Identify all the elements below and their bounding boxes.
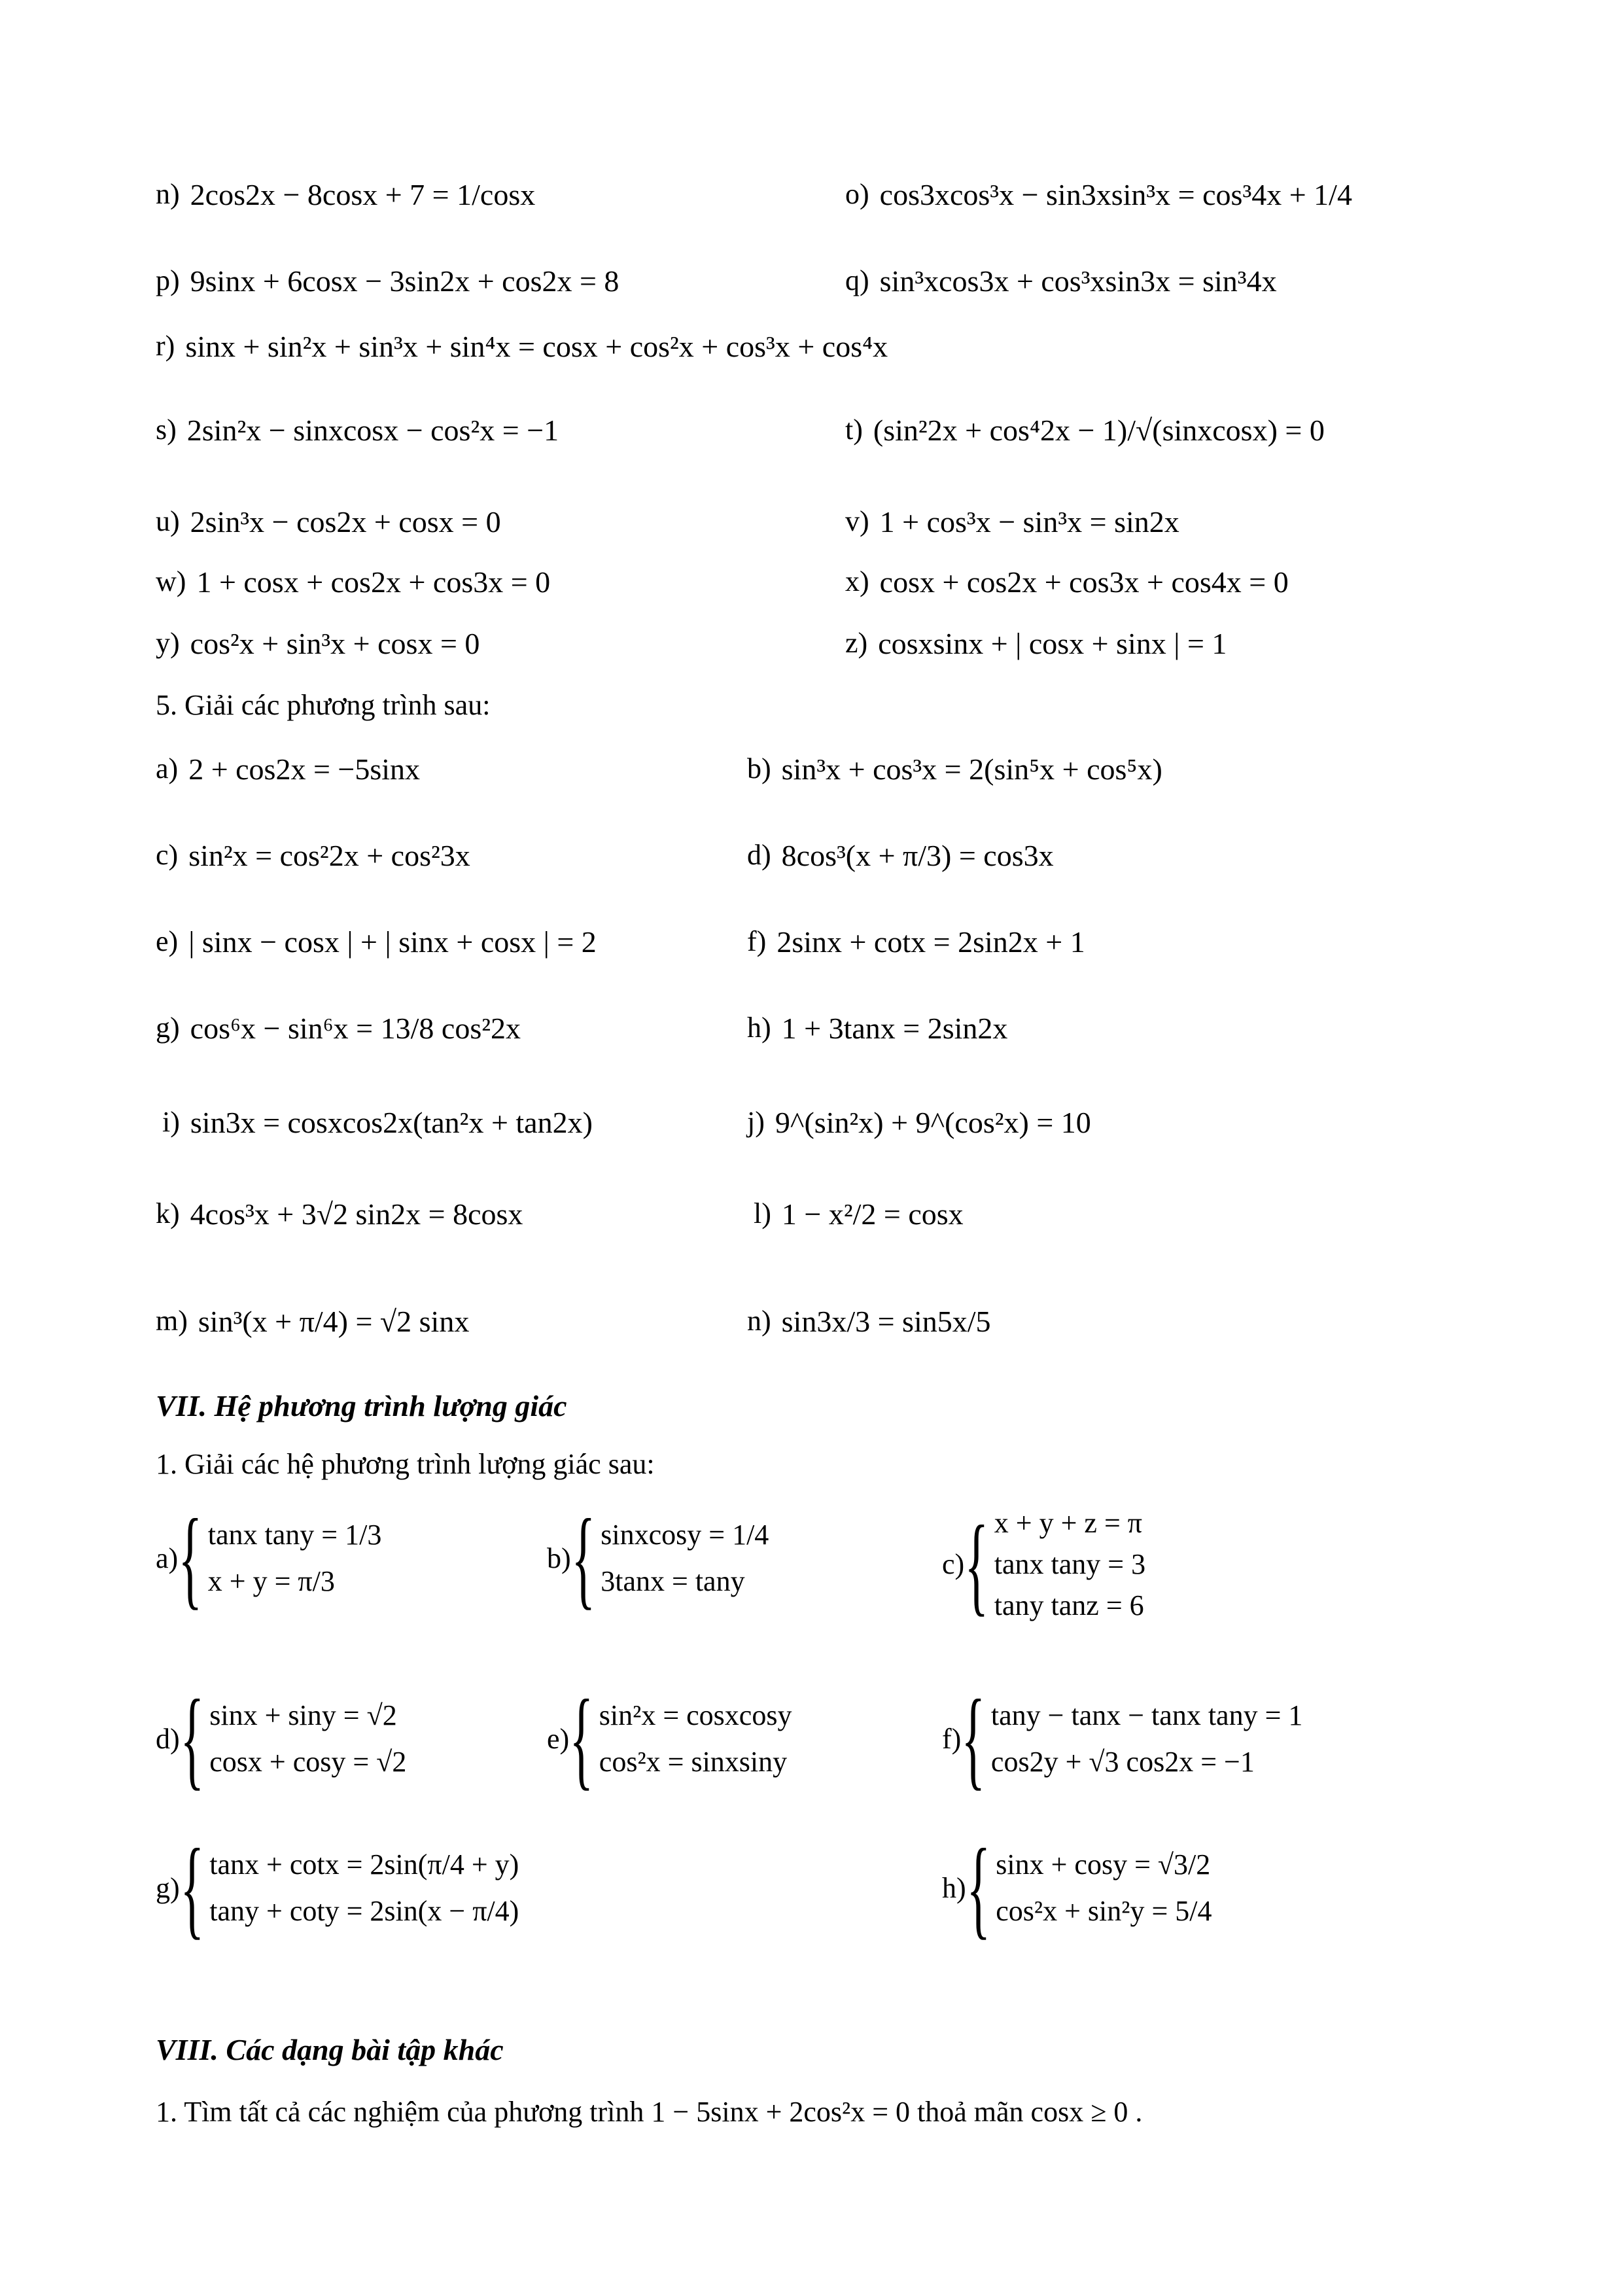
exercise-4u (156, 504, 501, 540)
item-label: n) (747, 1305, 771, 1337)
system-line: cos²x + sin²y = 5/4 (996, 1895, 1212, 1927)
item-label: x) (845, 565, 869, 598)
item-label: y) (156, 627, 180, 660)
item-label: g) (156, 1012, 180, 1044)
system-line: tany − tanx − tanx tany = 1 (990, 1699, 1303, 1731)
equation: 1 − x²/2 = cosx (781, 1197, 964, 1231)
equation: | sinx − cosx | + | sinx + cosx | = 2 (188, 925, 597, 959)
equation: 9^(sin²x) + 9^(cos²x) = 10 (775, 1106, 1091, 1139)
equation: 2cos2x − 8cosx + 7 = 1/cosx (190, 178, 536, 211)
system-d (156, 1677, 407, 1800)
item-label: m) (156, 1305, 188, 1337)
item-label: n) (156, 178, 180, 211)
exercise-5m (156, 1303, 469, 1339)
system-line: sin²x = cosxcosy (599, 1699, 792, 1731)
system-line: x + y = π/3 (207, 1565, 335, 1597)
item-label: h) (942, 1871, 966, 1904)
exercise-4r (156, 328, 888, 364)
brace-icon: { (569, 1677, 594, 1800)
item-label: d) (747, 839, 771, 872)
exercise-4s (156, 412, 559, 448)
system-a (156, 1496, 382, 1619)
equation: cosxsinx + | cosx + sinx | = 1 (878, 627, 1227, 660)
brace-icon: { (180, 1677, 204, 1800)
equation: 2 + cos2x = −5sinx (188, 752, 421, 786)
equation: sin³(x + π/4) = √2 sinx (198, 1305, 470, 1338)
system-lines (996, 1841, 1212, 1934)
exercise-5b (747, 751, 1162, 787)
equation: sinx + sin²x + sin³x + sin⁴x = cosx + cos²x + cos³x + cos⁴x (185, 330, 888, 363)
equation: sin3x = cosxcos2x(tan²x + tan2x) (190, 1106, 593, 1139)
item-label: h) (747, 1012, 771, 1044)
exercise-5e (156, 924, 597, 960)
brace-icon: { (178, 1496, 203, 1619)
item-label: k) (156, 1197, 180, 1230)
item-label: p) (156, 264, 180, 297)
exercise-4y (156, 626, 480, 662)
system-lines (601, 1511, 769, 1604)
exercise-4v (845, 504, 1179, 540)
equation: 2sin³x − cos2x + cosx = 0 (190, 505, 501, 539)
item-label: g) (156, 1871, 180, 1904)
exercise-5f (747, 924, 1085, 960)
item-label: a) (156, 752, 179, 785)
equation: sin³xcos3x + cos³xsin3x = sin³4x (879, 264, 1277, 298)
item-label: t) (845, 414, 863, 446)
exercise-4t (845, 412, 1325, 448)
system-lines (994, 1502, 1145, 1626)
item-label: f) (747, 925, 767, 958)
system-line: x + y + z = π (994, 1507, 1142, 1539)
system-f (942, 1677, 1303, 1800)
item-label: b) (547, 1542, 571, 1574)
system-line: cosx + cosy = √2 (209, 1746, 407, 1778)
system-e (547, 1677, 792, 1800)
equation: 9sinx + 6cosx − 3sin2x + cos2x = 8 (190, 264, 620, 298)
exercise-4q (845, 263, 1277, 299)
section-7-heading: VII. Hệ phương trình lượng giác (156, 1389, 567, 1422)
system-line: sinx + siny = √2 (209, 1699, 397, 1731)
equation: sin3x/3 = sin5x/5 (781, 1305, 991, 1338)
item-label: o) (845, 178, 869, 211)
brace-icon: { (571, 1496, 595, 1619)
equation: sin³x + cos³x = 2(sin⁵x + cos⁵x) (781, 752, 1162, 786)
exercise-4z (845, 626, 1227, 662)
equation: sin²x = cos²2x + cos²3x (188, 839, 470, 872)
equation: (sin²2x + cos⁴2x − 1)/√(sinxcosx) = 0 (873, 414, 1325, 447)
exercise-5c (156, 838, 470, 874)
system-c (942, 1502, 1145, 1626)
system-line: sinx + cosy = √3/2 (996, 1848, 1211, 1881)
exercise-5g (156, 1010, 521, 1046)
item-label: e) (156, 925, 179, 958)
equation: 2sin²x − sinxcosx − cos²x = −1 (186, 414, 559, 447)
brace-icon: { (966, 1826, 990, 1949)
exercise-5i (162, 1104, 593, 1140)
equation: cosx + cos2x + cos3x + cos4x = 0 (879, 565, 1289, 599)
system-b (547, 1496, 769, 1619)
item-label: v) (845, 505, 869, 538)
system-line: cos²x = sinxsiny (599, 1746, 788, 1778)
exercise-5n (747, 1303, 991, 1339)
equation: 8cos³(x + π/3) = cos3x (781, 839, 1054, 872)
section-7-title: 1. Giải các hệ phương trình lượng giác sau: (156, 1448, 655, 1480)
system-line: 3tanx = tany (601, 1565, 745, 1597)
item-label: e) (547, 1722, 570, 1755)
equation: 1 + cos³x − sin³x = sin2x (879, 505, 1179, 539)
item-label: z) (845, 627, 868, 660)
system-line: tany + coty = 2sin(x − π/4) (209, 1895, 519, 1927)
exercise-5j (747, 1104, 1091, 1140)
exercise-5l (754, 1196, 964, 1232)
item-label: b) (747, 752, 771, 785)
section-8-heading: VIII. Các dạng bài tập khác (156, 2033, 504, 2066)
system-lines (209, 1841, 519, 1934)
exercise-5k (156, 1196, 523, 1232)
system-g (156, 1826, 519, 1949)
section-5-title: 5. Giải các phương trình sau: (156, 689, 491, 721)
item-label: s) (156, 414, 177, 446)
item-label: q) (845, 264, 869, 297)
exercise-5a (156, 751, 420, 787)
equation: cos3xcos³x − sin3xsin³x = cos³4x + 1/4 (879, 178, 1352, 211)
brace-icon: { (964, 1502, 989, 1626)
item-label: c) (942, 1548, 965, 1580)
system-lines (209, 1692, 406, 1785)
equation: cos⁶x − sin⁶x = 13/8 cos²2x (190, 1012, 521, 1045)
equation: 4cos³x + 3√2 sin2x = 8cosx (190, 1197, 523, 1231)
equation: cos²x + sin³x + cosx = 0 (190, 627, 480, 660)
item-label: w) (156, 565, 186, 598)
system-lines (991, 1692, 1302, 1785)
item-label: f) (942, 1722, 962, 1755)
item-label: l) (754, 1197, 771, 1230)
brace-icon: { (961, 1677, 986, 1800)
exercise-4w (156, 564, 550, 600)
item-label: r) (156, 330, 175, 362)
item-label: j) (747, 1106, 765, 1139)
brace-icon: { (180, 1826, 204, 1949)
exercise-5d (747, 838, 1054, 874)
system-line: tanx tany = 1/3 (207, 1519, 382, 1551)
exercise-4n (156, 177, 535, 213)
exercise-4x (845, 564, 1289, 600)
system-line: tany tanz = 6 (994, 1589, 1144, 1621)
equation: 2sinx + cotx = 2sin2x + 1 (777, 925, 1085, 959)
equation: 1 + 3tanx = 2sin2x (781, 1012, 1008, 1045)
system-line: sinxcosy = 1/4 (601, 1519, 769, 1551)
exercise-4o (845, 177, 1352, 213)
item-label: c) (156, 839, 179, 872)
item-label: i) (162, 1106, 180, 1139)
exercise-4p (156, 263, 619, 299)
system-line: tanx + cotx = 2sin(π/4 + y) (209, 1848, 519, 1881)
item-label: d) (156, 1722, 180, 1755)
equation: 1 + cosx + cos2x + cos3x = 0 (196, 565, 551, 599)
section-8-item-1: 1. Tìm tất cả các nghiệm của phương trình 1 − 5sinx + 2cos²x = 0 thoả mãn cosx ≥ 0 . (156, 2096, 1143, 2128)
system-h (942, 1826, 1212, 1949)
system-line: cos2y + √3 cos2x = −1 (990, 1746, 1255, 1778)
system-line: tanx tany = 3 (994, 1548, 1146, 1580)
system-lines (208, 1511, 382, 1604)
exercise-5h (747, 1010, 1007, 1046)
system-lines (599, 1692, 792, 1785)
item-label: a) (156, 1542, 179, 1574)
item-label: u) (156, 505, 180, 538)
